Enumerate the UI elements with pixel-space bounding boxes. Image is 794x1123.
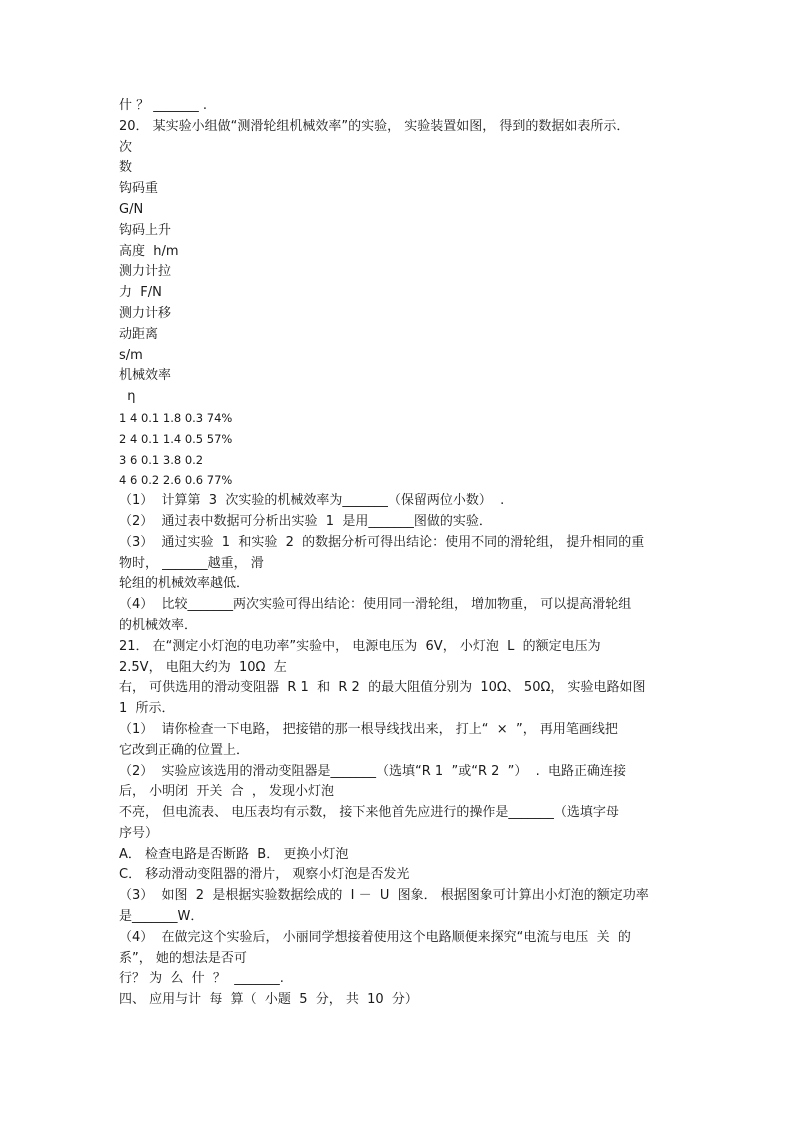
- text-line: 2.5V， 电阻大约为 10Ω 左: [119, 659, 287, 675]
- table-header-cell: 高度 h/m: [119, 243, 179, 259]
- question-21-stem: 21． 在“测定小灯泡的电功率”实验中， 电源电压为 6V， 小灯泡 L 的额定电压为: [119, 638, 601, 654]
- table-row: 3 6 0.1 3.8 0.2: [119, 452, 204, 467]
- table-header-cell: 钩码上升: [119, 222, 172, 238]
- text-line: 1 所示．: [119, 701, 175, 717]
- text-line: 的机械效率．: [119, 617, 198, 633]
- question-21-part-1: （1） 请你检查一下电路， 把接错的那一根导线找出来， 打上“ × ”， 再用笔画线把: [119, 721, 618, 737]
- question-21-part-3: （3） 如图 2 是根据实验数据绘成的 I － U 图象． 根据图象可计算出小灯泡的额定功率: [119, 888, 649, 904]
- text-line: 它改到正确的位置上．: [119, 742, 250, 758]
- table-header-cell: η: [119, 389, 136, 405]
- table-header-cell: 动距离: [119, 326, 159, 342]
- text-line: 不亮， 但电流表、 电压表均有示数， 接下来他首先应进行的操作是_______（选填字母: [119, 805, 619, 821]
- table-header-cell: G/N: [119, 201, 144, 217]
- table-header-cell: 测力计拉: [119, 264, 172, 280]
- question-21-part-2: （2） 实验应该选用的滑动变阻器是_______（选填“R 1 ”或“R 2 ”） . 电路正确连接: [119, 763, 627, 779]
- text-line: 系”， 她的想法是否可: [119, 950, 247, 966]
- answer-option-c: C． 移动滑动变阻器的滑片， 观察小灯泡是否发光: [119, 867, 410, 883]
- text-line: 物时， _______越重， 滑: [119, 555, 264, 571]
- table-header-cell: s/m: [119, 347, 143, 363]
- table-header-cell: 次: [119, 139, 133, 155]
- text-line: 行？ 为 么 什 ？ _______.: [119, 971, 284, 987]
- text-line: 轮组的机械效率越低．: [119, 576, 250, 592]
- text-line: 右， 可供选用的滑动变阻器 R 1 和 R 2 的最大阻值分别为 10Ω、 50Ω， 实验电路如图: [119, 680, 646, 696]
- table-header-cell: 测力计移: [119, 305, 172, 321]
- question-20-part-3: （3） 通过实验 1 和实验 2 的数据分析可得出结论：使用不同的滑轮组， 提升相同的重: [119, 534, 645, 550]
- question-20-part-2: （2） 通过表中数据可分析出实验 1 是用_______图做的实验．: [119, 513, 492, 529]
- question-20-part-4: （4） 比较_______两次实验可得出结论：使用同一滑轮组， 增加物重， 可以提高滑轮组: [119, 597, 632, 613]
- table-header-cell: 机械效率: [119, 368, 172, 384]
- question-21-part-4: （4） 在做完这个实验后， 小丽同学想接着使用这个电路顺便来探究“电流与电压 关 的: [119, 929, 631, 945]
- table-row: 2 4 0.1 1.4 0.5 57%: [119, 431, 233, 446]
- question-20-stem: 20． 某实验小组做“测滑轮组机械效率”的实验， 实验装置如图， 得到的数据如表所示．: [119, 118, 630, 134]
- document-body: [119, 96, 679, 1011]
- table-row: 4 6 0.2 2.6 0.6 77%: [119, 473, 233, 488]
- table-row: 1 4 0.1 1.8 0.3 74%: [119, 410, 233, 425]
- table-header-cell: 力 F/N: [119, 285, 162, 301]
- text-line: 是_______W．: [119, 909, 204, 925]
- text-line: 后， 小明闭 开关 合 ， 发现小灯泡: [119, 784, 335, 800]
- question-20-part-1: （1） 计算第 3 次实验的机械效率为_______（保留两位小数） .: [119, 493, 505, 509]
- text-line: 什 ？ _______ .: [119, 98, 208, 113]
- text-line: 序号）: [119, 825, 159, 841]
- section-heading: 四、 应用与计 每 算（ 小题 5 分， 共 10 分）: [119, 992, 418, 1008]
- table-header-cell: 数: [119, 160, 133, 176]
- answer-option-ab: A． 检查电路是否断路 B． 更换小灯泡: [119, 846, 349, 862]
- table-header-cell: 钩码重: [119, 181, 159, 197]
